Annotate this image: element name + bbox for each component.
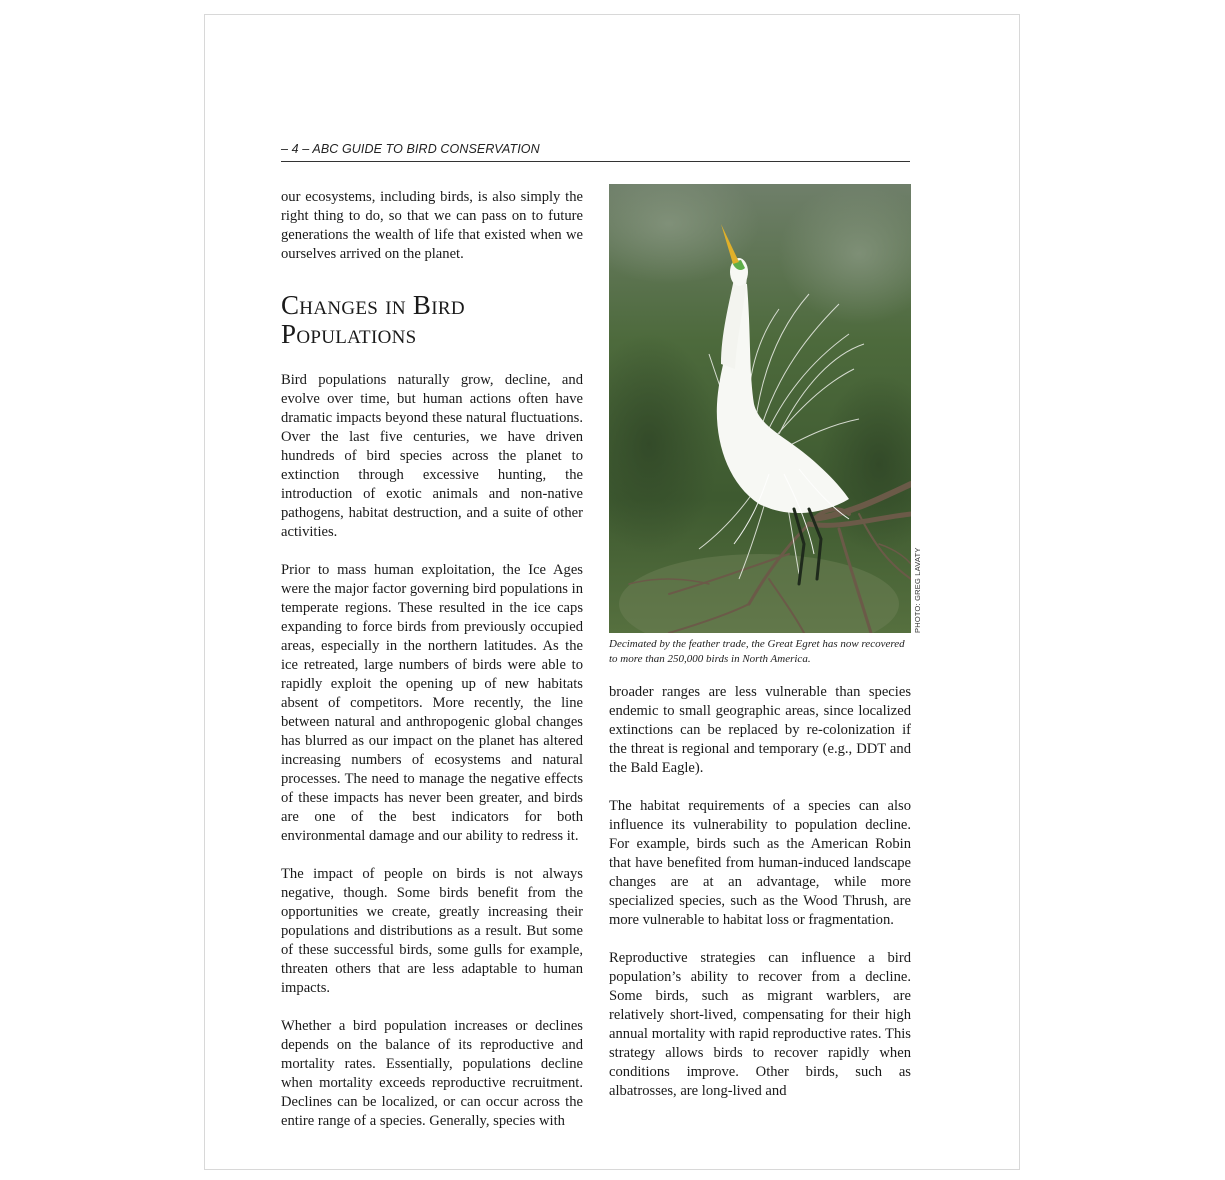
paragraph: Prior to mass human exploitation, the Ice Ages were the major factor governing bird populations in temperate regions. These resulted in the ice caps expanding to force birds from previously occupied areas, especially in the northern latitudes. As the ice retreated, large numbers of birds were able to rapidly exploit the opening up of new habitats absent of competitors. More recently, the line between natural and anthropogenic global changes has blurred as our impact on the planet has altered increasing numbers of ecosystems and natural processes. The need to manage the negative effects of these impacts has never been greater, and birds are one of the best indicators for both environmental damage and our ability to redress it. bbox=[281, 562, 583, 844]
paragraph: Bird populations naturally grow, decline, and evolve over time, but human actions often have dramatic impacts beyond these natural fluctuations. Over the last five centuries, we have driven hundreds of bird species across the planet to extinction through excessive hunting, the introduction of exotic animals and non-native pathogens, habitat destruction, and a suite of other activities. bbox=[281, 372, 583, 540]
paragraph: broader ranges are less vulnerable than species endemic to small geographic areas, since localized extinctions can be replaced by re-colonization if the threat is regional and temporary (e.g., DDT and the Bald Eagle). bbox=[609, 684, 911, 776]
paragraph: Reproductive strategies can influence a bird population’s ability to recover from a decline. Some birds, such as migrant warblers, are relatively short-lived, compensating for their high annual mortality with rapid reproductive rates. This strategy allows birds to recover rapidly when conditions improve. Other birds, such as albatrosses, are long-lived and bbox=[609, 950, 911, 1099]
section-heading-line: Populations bbox=[281, 319, 417, 349]
great-egret-photo bbox=[609, 184, 911, 633]
section-heading bbox=[281, 291, 583, 349]
figure-caption: Decimated by the feather trade, the Great Egret has now recovered to more than 250,000 birds in North America. bbox=[609, 638, 905, 665]
running-head: – 4 – ABC GUIDE TO BIRD CONSERVATION bbox=[281, 142, 910, 162]
paragraph: our ecosystems, including birds, is also simply the right thing to do, so that we can pass on to future generations the wealth of life that existed when we ourselves arrived on the planet. bbox=[281, 189, 583, 262]
paragraph: Whether a bird population increases or declines depends on the balance of its reproductive and mortality rates. Essentially, populations decline when mortality exceeds reproductive recruitment. Declines can be localized, or can occur across the entire range of a species. Generally, species with bbox=[281, 1018, 583, 1129]
paragraph: The impact of people on birds is not always negative, though. Some birds benefit from the opportunities we create, greatly increasing their populations and distributions as a result. But some of these successful birds, some gulls for example, threaten others that are less adaptable to human impacts. bbox=[281, 866, 583, 996]
paragraph: The habitat requirements of a species can also influence its vulnerability to population decline. For example, birds such as the American Robin that have benefited from human-induced landscape changes are at an advantage, while more specialized species, such as the Wood Thrush, are more vulnerable to habitat loss or fragmentation. bbox=[609, 798, 911, 928]
left-column bbox=[281, 188, 583, 1150]
right-column bbox=[609, 683, 911, 1120]
section-heading-line: Changes in Bird bbox=[281, 290, 465, 320]
photo-credit: PHOTO: GREG LAVATY bbox=[913, 547, 922, 633]
